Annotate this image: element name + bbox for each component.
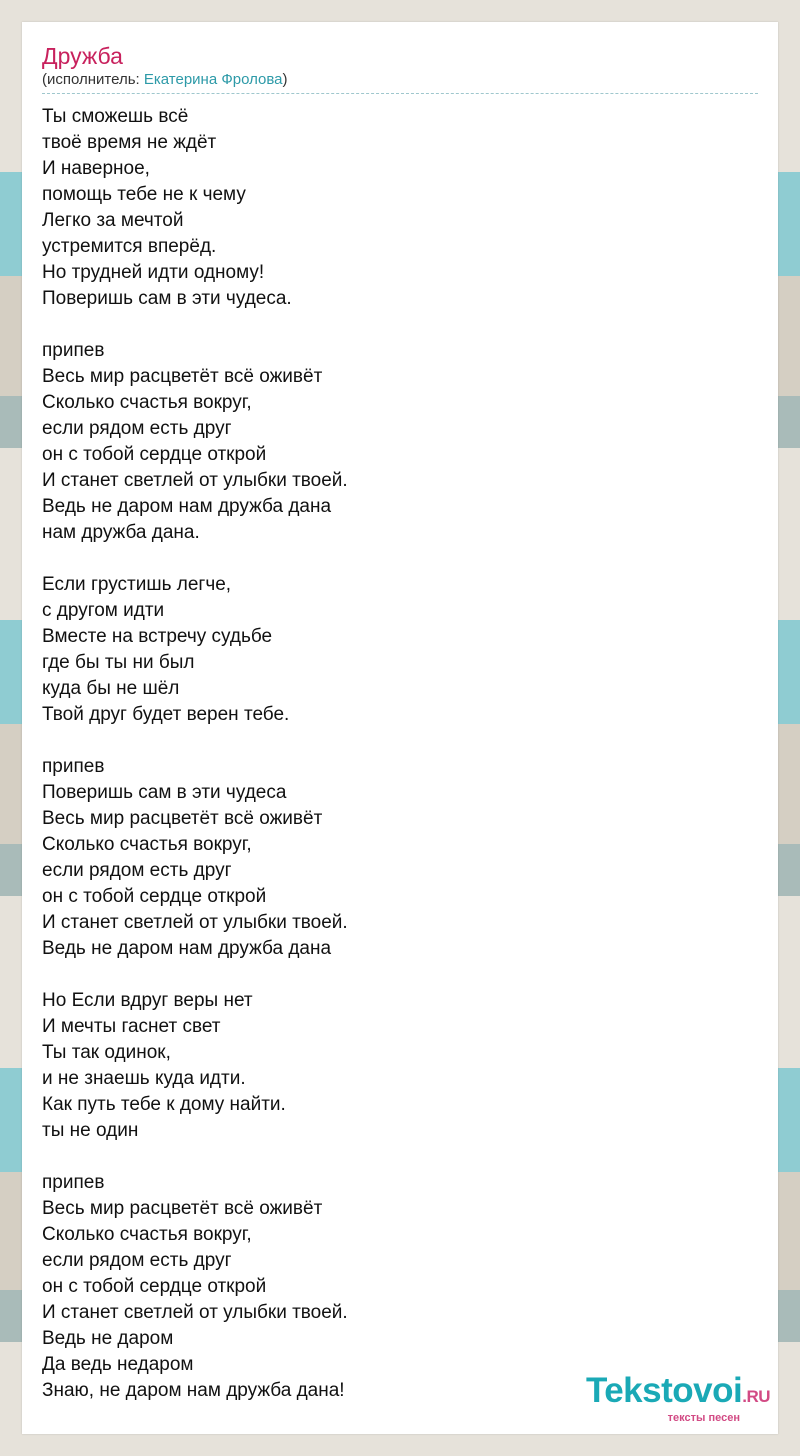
lyric-line: Легко за мечтой	[42, 210, 184, 231]
lyric-line: Сколько счастья вокруг,	[42, 1224, 252, 1245]
lyric-line: Ты так одинок,	[42, 1042, 171, 1063]
lyric-line: Ведь не даром нам дружба дана	[42, 496, 332, 517]
logo-wordmark	[585, 1371, 770, 1414]
lyric-line: Но Если вдруг веры нет	[42, 990, 253, 1011]
lyric-line: Твой друг будет верен тебе.	[42, 704, 290, 725]
lyric-line: он с тобой сердце открой	[42, 1276, 267, 1297]
logo-tagline: тексты песен	[667, 1412, 740, 1424]
lyrics-text	[42, 104, 348, 1404]
lyric-line: припев	[42, 340, 105, 361]
lyric-line: где бы ты ни был	[42, 652, 195, 673]
artist-prefix: (исполнитель:	[42, 71, 144, 88]
lyric-line	[42, 312, 348, 338]
lyric-line	[42, 1144, 348, 1170]
lyric-line: Весь мир расцветёт всё оживёт	[42, 1198, 323, 1219]
lyric-line: Если грустишь легче,	[42, 574, 232, 595]
lyric-line	[42, 962, 348, 988]
lyric-line: Ты сможешь всё	[42, 106, 189, 127]
lyric-line: Как путь тебе к дому найти.	[42, 1094, 286, 1115]
song-title: Дружба	[42, 43, 123, 69]
lyric-line: помощь тебе не к чему	[42, 184, 246, 205]
song-header	[42, 42, 758, 94]
lyric-line: Но трудней идти одному!	[42, 262, 265, 283]
lyric-line	[42, 546, 348, 572]
lyric-line: припев	[42, 1172, 105, 1193]
lyric-line: твоё время не ждёт	[42, 132, 217, 153]
lyric-line: он с тобой сердце открой	[42, 444, 267, 465]
logo-tld: .RU	[742, 1387, 770, 1406]
lyric-line: если рядом есть друг	[42, 1250, 232, 1271]
lyric-line: Ведь не даром	[42, 1328, 174, 1349]
logo-name: Tekstovoi	[585, 1371, 743, 1410]
site-logo[interactable]	[585, 1371, 770, 1424]
lyric-line: Сколько счастья вокруг,	[42, 392, 252, 413]
lyric-line: И станет светлей от улыбки твоей.	[42, 470, 348, 491]
lyric-line: И мечты гаснет свет	[42, 1016, 221, 1037]
lyric-line: Ведь не даром нам дружба дана	[42, 938, 332, 959]
lyric-line: если рядом есть друг	[42, 418, 232, 439]
artist-link[interactable]: Екатерина Фролова	[143, 71, 283, 88]
lyrics-card	[22, 22, 778, 1434]
lyric-line: куда бы не шёл	[42, 678, 180, 699]
lyric-line: ты не один	[42, 1120, 139, 1141]
lyric-line: устремится вперёд.	[42, 236, 217, 257]
lyric-line: Да ведь недаром	[42, 1354, 194, 1375]
lyric-line: если рядом есть друг	[42, 860, 232, 881]
lyric-line: нам дружба дана.	[42, 522, 200, 543]
lyric-line: Знаю, не даром нам дружба дана!	[42, 1380, 345, 1401]
lyric-line: И станет светлей от улыбки твоей.	[42, 1302, 348, 1323]
lyric-line	[42, 728, 348, 754]
lyric-line: припев	[42, 756, 105, 777]
lyric-line: Весь мир расцветёт всё оживёт	[42, 808, 323, 829]
lyric-line: И наверное,	[42, 158, 150, 179]
lyric-line: Весь мир расцветёт всё оживёт	[42, 366, 323, 387]
artist-suffix: )	[282, 71, 288, 88]
lyric-line: Поверишь сам в эти чудеса.	[42, 288, 292, 309]
lyric-line: Поверишь сам в эти чудеса	[42, 782, 287, 803]
lyric-line: Вместе на встречу судьбе	[42, 626, 273, 647]
lyric-line: и не знаешь куда идти.	[42, 1068, 246, 1089]
lyric-line: с другом идти	[42, 600, 165, 621]
lyric-line: И станет светлей от улыбки твоей.	[42, 912, 348, 933]
lyric-line: Сколько счастья вокруг,	[42, 834, 252, 855]
lyric-line: он с тобой сердце открой	[42, 886, 267, 907]
artist-line	[42, 70, 758, 94]
